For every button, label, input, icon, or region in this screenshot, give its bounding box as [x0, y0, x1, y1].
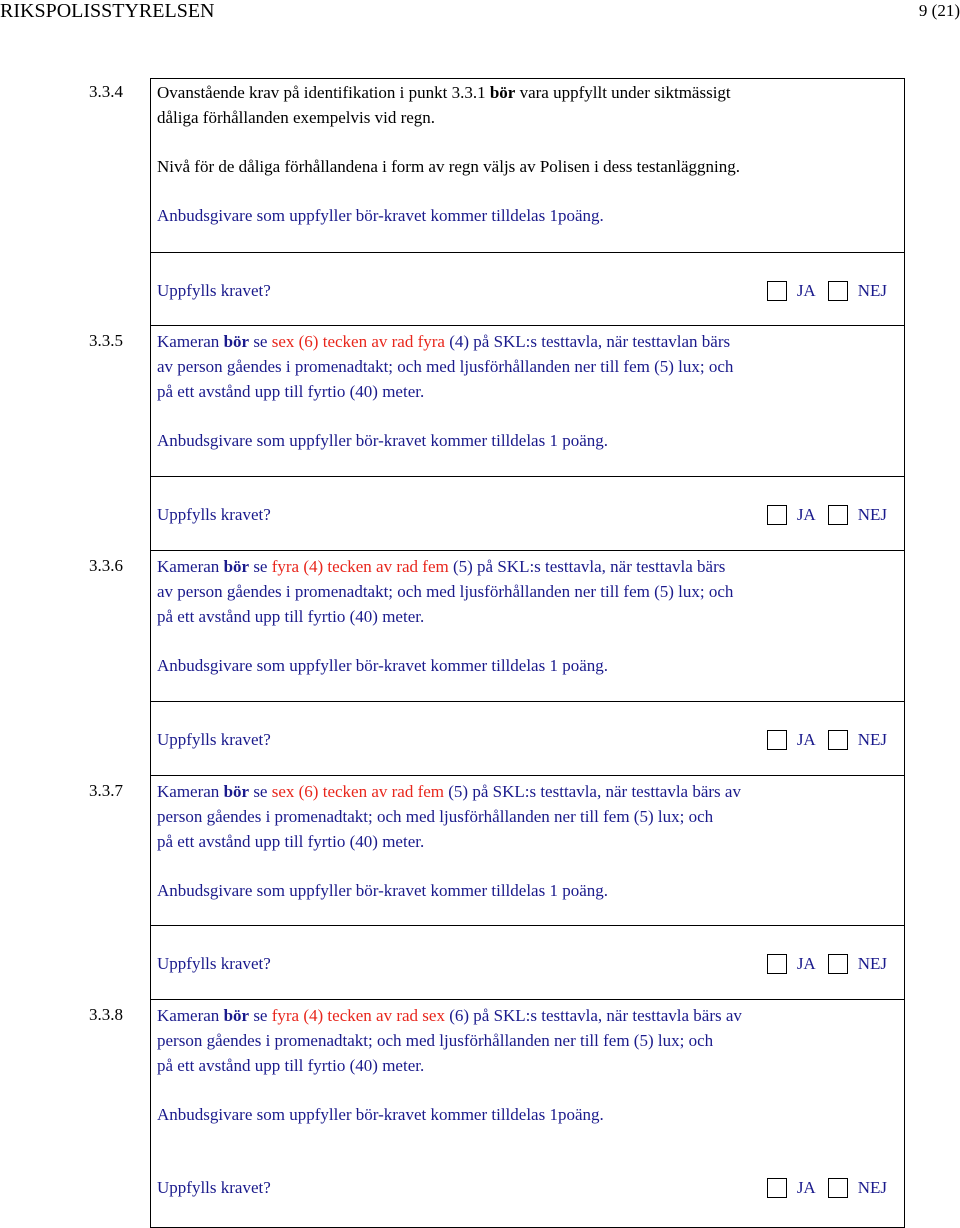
text-segment: av person gåendes i promenadtakt; och med ljusförhållanden ner till fem (5) lux; och	[157, 582, 734, 601]
requirement-number: 3.3.5	[89, 331, 123, 350]
nej-label: NEJ	[857, 954, 887, 973]
text-segment: (4) på SKL:s testtavla, när testtavlan bärs	[444, 332, 731, 351]
requirement-3-3-4	[79, 78, 905, 253]
answer-row-3-3-6	[150, 701, 905, 775]
checkbox-group	[767, 727, 887, 752]
text-segment: Ovanstående krav på identifikation i punkt 3.3.1	[157, 83, 490, 102]
requirement-3-3-5	[79, 325, 905, 477]
answer-row-3-3-4	[150, 252, 905, 325]
text-segment: på ett avstånd upp till fyrtio (40) meter.	[157, 1056, 425, 1075]
requirement-text	[157, 79, 898, 130]
text-segment: person gåendes i promenadtakt; och med ljusförhållanden ner till fem (5) lux; och	[157, 1031, 714, 1050]
text-segment: Kameran	[157, 1006, 224, 1025]
ja-label: JA	[796, 281, 816, 300]
text-segment: person gåendes i promenadtakt; och med ljusförhållanden ner till fem (5) lux; och	[157, 807, 714, 826]
requirement-number: 3.3.7	[89, 781, 123, 800]
text-segment: Kameran	[157, 782, 224, 801]
text-segment: av person gåendes i promenadtakt; och med ljusförhållanden ner till fem (5) lux; och	[157, 357, 734, 376]
highlight-text: sex (6) tecken av rad fyra	[271, 332, 445, 351]
points-text: Anbudsgivare som uppfyller bör-kravet kommer tilldelas 1poäng.	[157, 206, 604, 225]
text-segment: Kameran	[157, 332, 224, 351]
requirement-number: 3.3.4	[89, 82, 123, 101]
requirement-text	[157, 1000, 898, 1078]
bold-keyword: bör	[223, 782, 250, 801]
text-segment: dåliga förhållanden exempelvis vid regn.	[157, 108, 436, 127]
ja-label: JA	[796, 505, 816, 524]
ja-label: JA	[796, 954, 816, 973]
question-label: Uppfylls kravet?	[157, 1178, 271, 1197]
text-segment: Kameran	[157, 557, 224, 576]
answer-row-3-3-7	[150, 925, 905, 999]
ja-checkbox[interactable]	[767, 1178, 787, 1198]
bold-keyword: bör	[223, 557, 250, 576]
nej-checkbox[interactable]	[828, 1178, 848, 1198]
bold-keyword: bör	[223, 332, 250, 351]
highlight-text: fyra (4) tecken av rad fem	[271, 557, 449, 576]
nej-label: NEJ	[857, 730, 887, 749]
text-segment: se	[249, 557, 272, 576]
level-paragraph: Nivå för de dåliga förhållandena i form av regn väljs av Polisen i dess testanläggning.	[157, 157, 741, 176]
text-segment: se	[249, 782, 272, 801]
text-segment: se	[249, 1006, 272, 1025]
requirement-text	[157, 776, 898, 854]
ja-checkbox[interactable]	[767, 505, 787, 525]
checkbox-group	[767, 1175, 887, 1200]
checkbox-group	[767, 502, 887, 527]
ja-label: JA	[796, 730, 816, 749]
checkbox-group	[767, 278, 887, 303]
requirement-text	[157, 326, 898, 404]
nej-label: NEJ	[857, 505, 887, 524]
nej-checkbox[interactable]	[828, 954, 848, 974]
ja-checkbox[interactable]	[767, 730, 787, 750]
points-text: Anbudsgivare som uppfyller bör-kravet kommer tilldelas 1poäng.	[157, 1105, 604, 1124]
ja-label: JA	[796, 1178, 816, 1197]
nej-label: NEJ	[857, 281, 887, 300]
nej-checkbox[interactable]	[828, 730, 848, 750]
ja-checkbox[interactable]	[767, 281, 787, 301]
text-segment: se	[249, 332, 272, 351]
question-label: Uppfylls kravet?	[157, 730, 271, 749]
bold-keyword: bör	[489, 83, 516, 102]
question-label: Uppfylls kravet?	[157, 954, 271, 973]
text-segment: (5) på SKL:s testtavla, när testtavla bärs	[448, 557, 726, 576]
question-label: Uppfylls kravet?	[157, 505, 271, 524]
requirement-text	[157, 551, 898, 629]
highlight-text: fyra (4) tecken av rad sex	[271, 1006, 445, 1025]
text-segment: på ett avstånd upp till fyrtio (40) meter.	[157, 607, 425, 626]
points-text: Anbudsgivare som uppfyller bör-kravet kommer tilldelas 1 poäng.	[157, 656, 608, 675]
requirement-number: 3.3.8	[89, 1005, 123, 1024]
text-segment: på ett avstånd upp till fyrtio (40) meter.	[157, 832, 425, 851]
nej-checkbox[interactable]	[828, 505, 848, 525]
requirement-3-3-6	[79, 550, 905, 702]
checkbox-group	[767, 951, 887, 976]
text-segment: (6) på SKL:s testtavla, när testtavla bärs av	[444, 1006, 742, 1025]
nej-checkbox[interactable]	[828, 281, 848, 301]
answer-row-3-3-5	[150, 476, 905, 550]
text-segment: på ett avstånd upp till fyrtio (40) meter.	[157, 382, 425, 401]
requirement-number: 3.3.6	[89, 556, 123, 575]
text-segment: vara uppfyllt under siktmässigt	[515, 83, 731, 102]
points-text: Anbudsgivare som uppfyller bör-kravet kommer tilldelas 1 poäng.	[157, 431, 608, 450]
nej-label: NEJ	[857, 1178, 887, 1197]
text-segment: (5) på SKL:s testtavla, när testtavla bärs av	[444, 782, 741, 801]
ja-checkbox[interactable]	[767, 954, 787, 974]
points-text: Anbudsgivare som uppfyller bör-kravet kommer tilldelas 1 poäng.	[157, 881, 608, 900]
header-organization: RIKSPOLISSTYRELSEN	[0, 0, 215, 22]
highlight-text: sex (6) tecken av rad fem	[271, 782, 445, 801]
bold-keyword: bör	[223, 1006, 250, 1025]
requirement-3-3-8	[79, 999, 905, 1228]
question-label: Uppfylls kravet?	[157, 281, 271, 300]
header-page-number: 9 (21)	[918, 1, 960, 20]
requirement-3-3-7	[79, 775, 905, 926]
